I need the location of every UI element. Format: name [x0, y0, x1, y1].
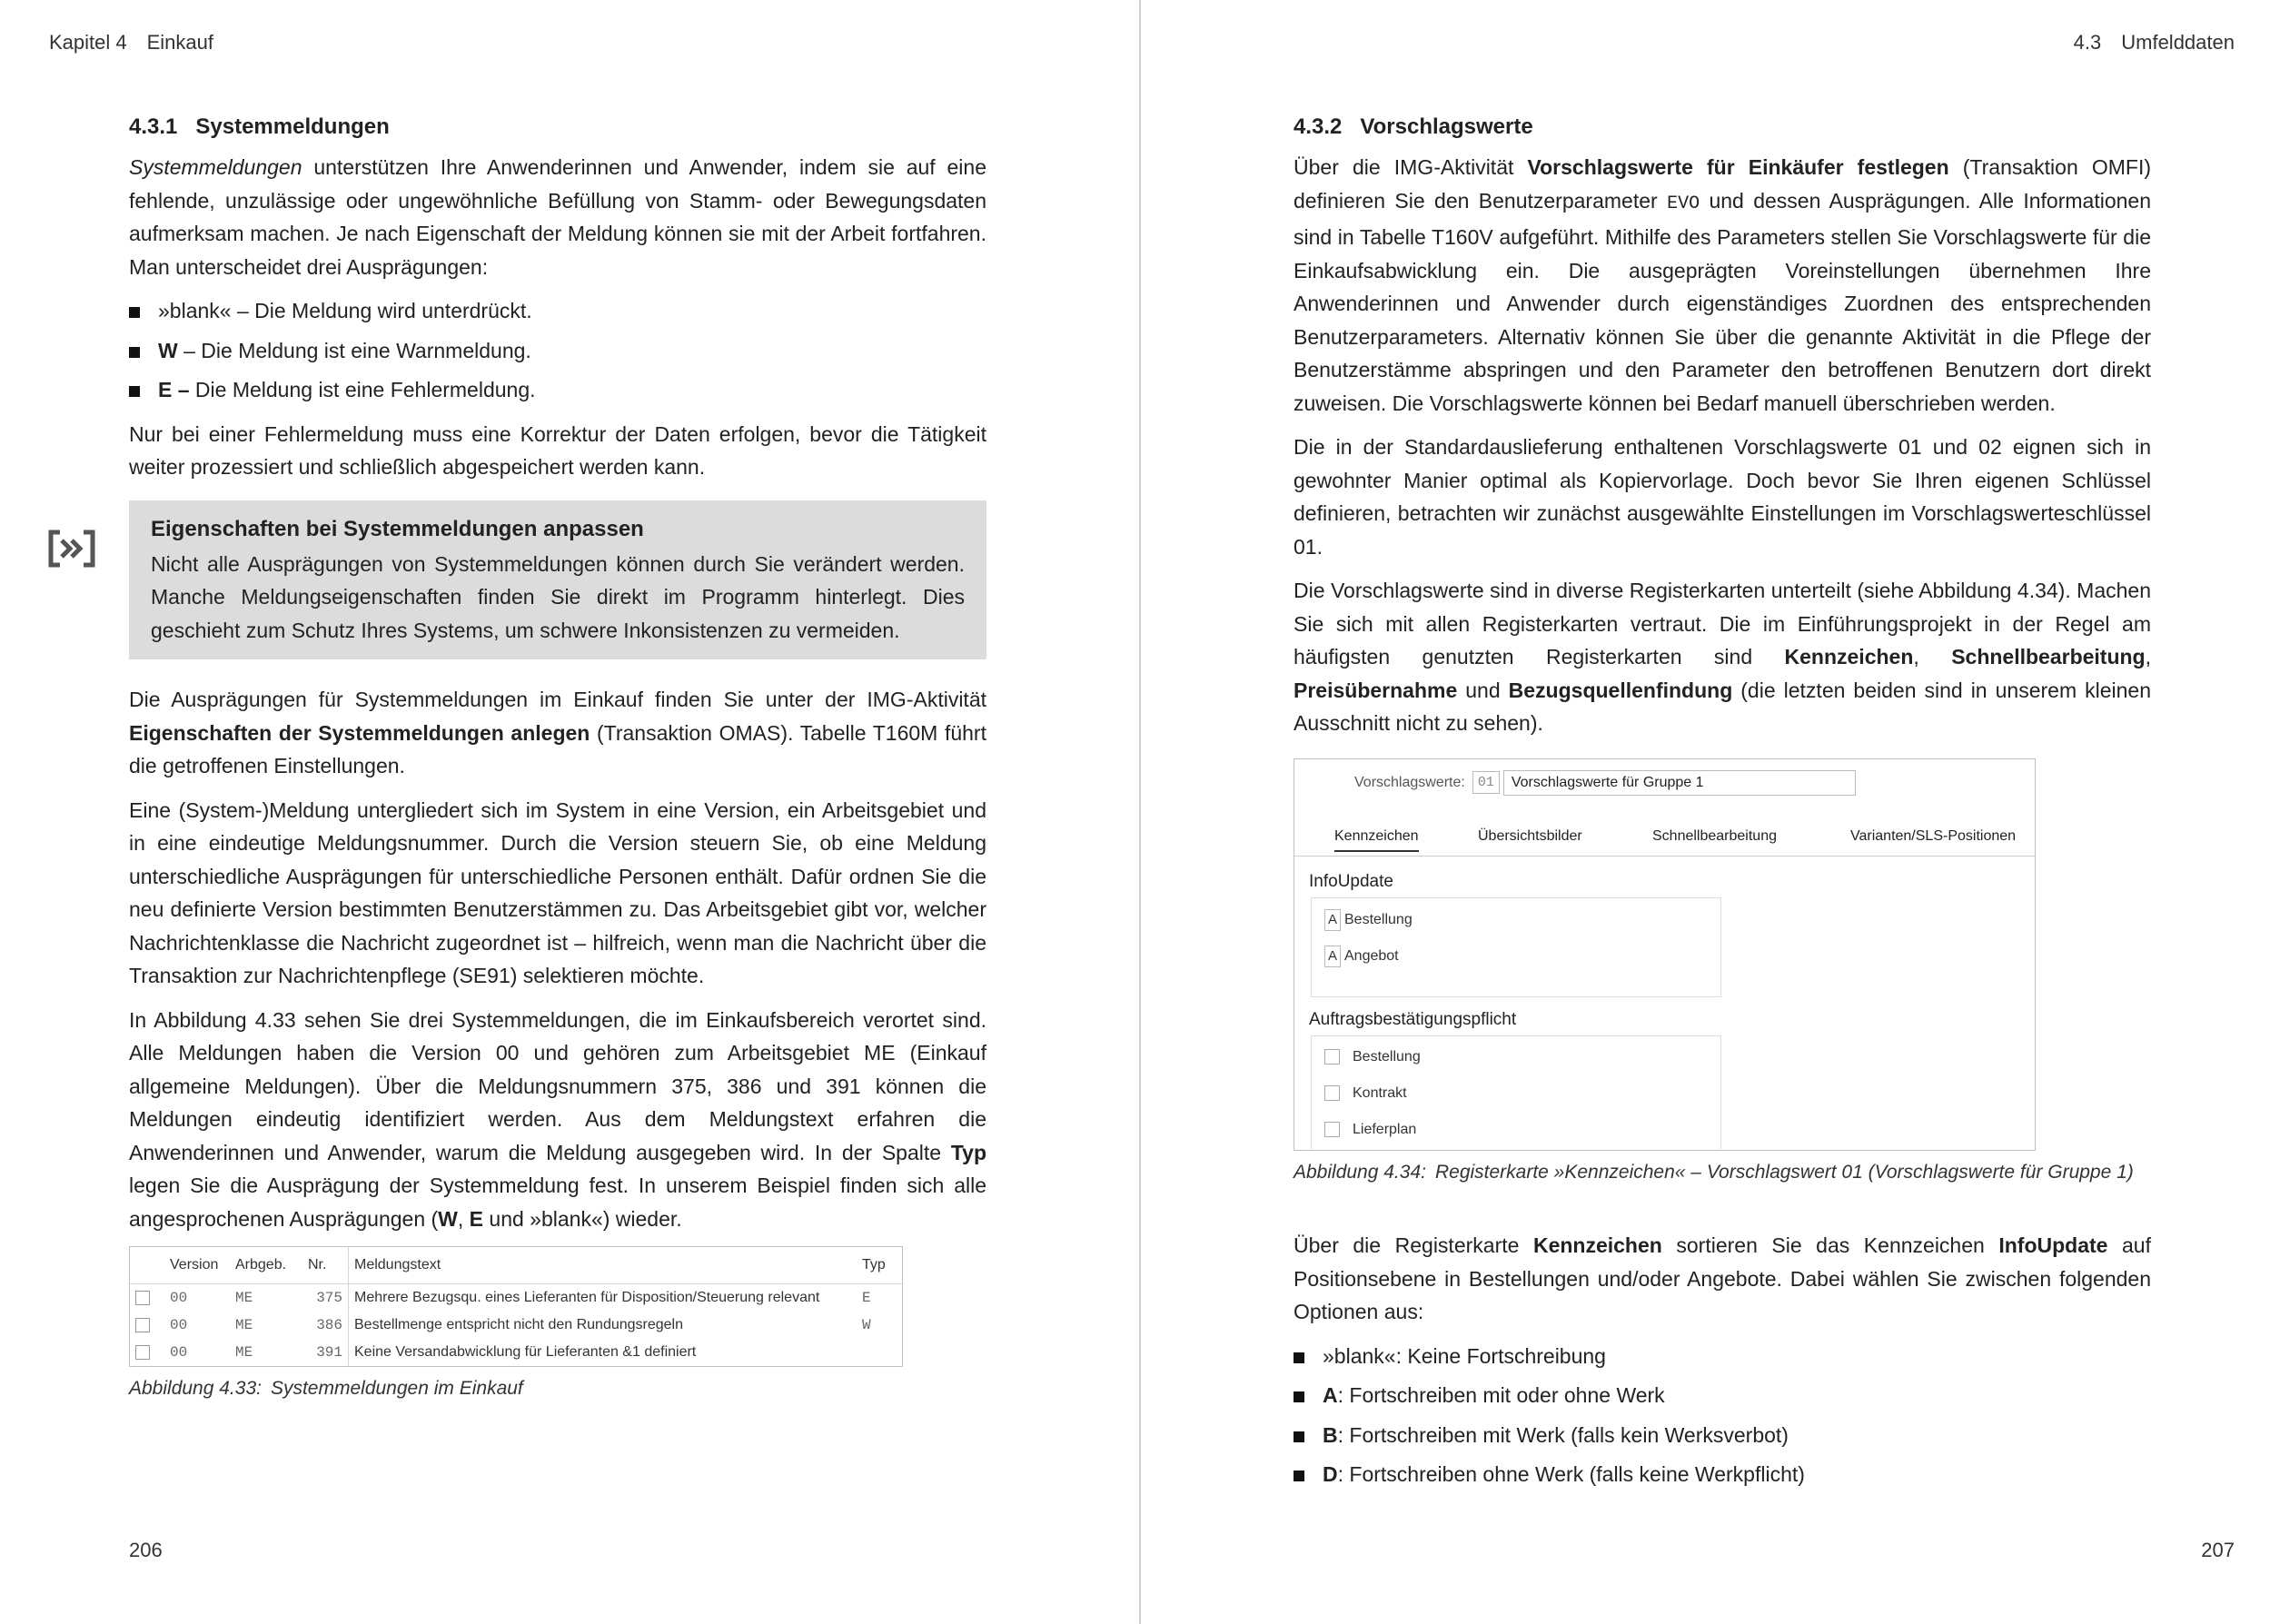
bullet-list	[129, 294, 986, 407]
confirmation-scheduling-row	[1324, 1122, 1416, 1138]
list-item	[129, 294, 986, 328]
chapter-number: Kapitel 4	[49, 31, 127, 54]
left-column	[129, 114, 986, 1406]
row-selector[interactable]	[130, 1312, 164, 1339]
menu-path: Vorschlagswerte für Einkäufer festlegen	[1527, 155, 1949, 179]
paragraph	[1294, 1229, 2151, 1329]
confirmation-contract-row	[1324, 1085, 1407, 1102]
number-cell: 391	[316, 1344, 342, 1361]
paragraph-text: (Transaktion OMAS). Tabelle T160M führt die getroffenen Einstellungen.	[129, 720, 986, 777]
table-header-row	[130, 1247, 902, 1284]
row-selector[interactable]	[130, 1339, 164, 1366]
checkbox[interactable]	[1324, 1122, 1340, 1137]
infoupdate-order-field[interactable]: A	[1324, 909, 1341, 931]
list-item	[1294, 1340, 2151, 1373]
checkbox[interactable]	[135, 1291, 150, 1305]
paragraph	[129, 683, 986, 783]
checkbox[interactable]	[135, 1345, 150, 1360]
table-row[interactable]	[130, 1339, 902, 1366]
section-heading	[129, 114, 986, 140]
default-values-description-field[interactable]: Vorschlagswerte für Gruppe 1	[1503, 770, 1856, 796]
default-values-label: Vorschlagswerte:	[1354, 774, 1465, 790]
paragraph-text: Über die Registerkarte	[1294, 1233, 1533, 1257]
type-cell[interactable]: W	[862, 1317, 871, 1333]
left-page	[0, 0, 1139, 1624]
paragraph: Eine (System-)Meldung untergliedert sich im System in eine Version, ein Arbeitsgebiet und in eine eindeutige Meldungsnummer. Durch die Version steuern Sie, ob eine Meldung unterschiedliche Ausprägungen für unterschiedliche Personen enthält. Dafür ordnen Sie die neu definierte Version bestimmten Benutzerstämmen zu. Das Arbeitsgebiet gibt vor, welcher Nachrichtenklasse die Nachricht zugeordnet ist – hilfreich, wenn man die Nachricht über die Transaktion zur Nachrichtenpflege (SE91) selektieren möchte.	[129, 797, 986, 987]
term: Kennzeichen	[1532, 1233, 1662, 1257]
list-item	[129, 334, 986, 368]
column-header: Version	[164, 1247, 230, 1284]
term: Kennzeichen	[1784, 645, 1914, 668]
bullet-list	[1294, 1340, 2151, 1491]
area-cell: ME	[235, 1290, 253, 1306]
paragraph-text: ,	[457, 1206, 470, 1231]
caption-text: Registerkarte »Kennzeichen« – Vorschlagswert 01 (Vorschlagswerte für Gruppe 1)	[1434, 1161, 2134, 1183]
paragraph-text: sortieren Sie das Kennzeichen	[1661, 1233, 1999, 1257]
paragraph-text: ,	[2145, 645, 2152, 668]
note-title: Eigenschaften bei Systemmeldungen anpassen	[151, 516, 644, 541]
list-item	[1294, 1379, 2151, 1412]
infoupdate-quotation-field[interactable]: A	[1324, 946, 1341, 967]
term: InfoUpdate	[1998, 1233, 2108, 1257]
term: Preisübernahme	[1294, 678, 1458, 702]
confirmation-order-row	[1324, 1049, 1421, 1065]
section-number: 4.3.2	[1294, 114, 1343, 139]
bullet-key: E –	[158, 378, 190, 401]
paragraph-text: Die Vorschlagswerte sind in diverse Registerkarten unterteilt (siehe Abbildung 4.34). Machen Sie sich mit allen Registerkarten vertraut. Die im Einführungsprojekt in der Regel am häufigsten genutzten Registerkarten sind	[1294, 579, 2151, 668]
paragraph-text: und	[1457, 678, 1509, 702]
bullet-key: W	[158, 338, 178, 362]
number-cell: 375	[316, 1290, 342, 1306]
right-page	[1141, 0, 2280, 1624]
bullet-key: B	[1323, 1422, 1338, 1447]
field-label: Angebot	[1344, 947, 1399, 964]
menu-path: Eigenschaften der Systemmeldungen anlegen	[129, 720, 590, 745]
column-header: Typ	[857, 1247, 902, 1284]
checkbox[interactable]	[1324, 1049, 1340, 1065]
paragraph: Die in der Standardauslieferung enthaltenen Vorschlagswerte 01 und 02 eignen sich in gewohnter Manier optimal als Kopiervorlage. Doch bevor Sie Ihren eigenen Schlüssel definieren, betrachten wir zunächst ausgewählte Einstellungen im Vorschlagswerteschlüssel 01.	[1294, 435, 2151, 559]
message-text-cell: Mehrere Bezugsqu. eines Lieferanten für Disposition/Steuerung relevant	[349, 1284, 857, 1312]
number-cell: 386	[316, 1317, 342, 1333]
row-selector[interactable]	[130, 1284, 164, 1312]
right-column	[1294, 114, 2151, 1502]
version-cell: 00	[170, 1290, 188, 1306]
column-header: Arbgeb.	[230, 1247, 302, 1284]
list-item	[1294, 1419, 2151, 1452]
type-cell[interactable]: E	[862, 1290, 871, 1306]
paragraph-text: und dessen Ausprägungen. Alle Informationen sind in Tabelle T160V aufgeführt. Mithilfe des Parameters stellen Sie Vorschlagswerte für die Einkaufsabwicklung ein. Die ausgeprägten Voreinstellungen übernehmen Ihre Anwenderinnen und Anwender durch eigenständiges Zuordnen des entsprechenden Benutzerparameters. Alternativ können Sie über die genannte Aktivität in die Pflege der Benutzerstämme abspringen und den Parameter den betroffenen Benutzern dort direkt zuweisen. Die Vorschlagswerte können bei Bedarf manuell überschrieben werden.	[1294, 188, 2152, 415]
bullet-text: »blank« – Die Meldung wird unterdrückt.	[158, 299, 532, 322]
group-box-confirmation	[1311, 1035, 1721, 1149]
list-item	[1294, 1458, 2151, 1491]
paragraph: Nur bei einer Fehlermeldung muss eine Korrektur der Daten erfolgen, bevor die Tätigkeit weiter prozessiert und schließlich abgespeichert werden kann.	[129, 421, 986, 479]
group-title-infoupdate: InfoUpdate	[1309, 871, 1393, 891]
list-item	[129, 373, 986, 407]
default-values-row	[1354, 770, 1856, 796]
select-column-header	[130, 1247, 164, 1284]
area-cell: ME	[235, 1317, 253, 1333]
section-title: Vorschlagswerte	[1360, 114, 1533, 139]
bullet-text: : Fortschreiben mit oder ohne Werk	[1337, 1383, 1665, 1407]
paragraph-text: unterstützen Ihre Anwenderinnen und Anwender, indem sie auf eine fehlende, unzulässige oder ungewöhnliche Befüllung von Stamm- oder Bewegungsdaten aufmerksam machen. Je nach Eigenschaft der Meldung können sie mit der Arbeit fortfahren. Man unterscheidet drei Ausprägungen:	[129, 155, 986, 279]
paragraph	[129, 151, 986, 283]
paragraph-text: (die letzten beiden sind in unserem kleinen Ausschnitt nicht zu sehen).	[1294, 678, 2151, 735]
bullet-text: : Fortschreiben ohne Werk (falls keine Werkpflicht)	[1337, 1462, 1805, 1486]
note-icon	[47, 529, 96, 569]
infoupdate-quotation-row	[1324, 946, 1399, 967]
bullet-text: »blank«: Keine Fortschreibung	[1323, 1343, 1606, 1368]
paragraph-text: ,	[1913, 645, 1952, 668]
paragraph-text: legen Sie die Ausprägung der Systemmeldung fest. In unserem Beispiel finden sich alle angesprochenen Ausprägungen (	[129, 1173, 986, 1231]
page-number: 207	[2201, 1539, 2235, 1561]
bullet-text: Die Meldung ist eine Fehlermeldung.	[189, 378, 536, 401]
paragraph-text: Über die IMG-Aktivität	[1294, 155, 1528, 179]
paragraph	[1294, 574, 2151, 740]
chapter-title: Einkauf	[146, 31, 214, 54]
paragraph-text: und »blank«) wieder.	[483, 1206, 682, 1231]
note-box	[129, 500, 986, 660]
bullet-text: – Die Meldung ist eine Warnmeldung.	[177, 338, 531, 362]
emphasis: Systemmeldungen	[129, 155, 302, 179]
caption-text: Systemmeldungen im Einkauf	[270, 1378, 523, 1399]
section-number: 4.3	[2073, 31, 2102, 54]
group-box-infoupdate	[1311, 897, 1721, 997]
paragraph	[129, 1004, 986, 1236]
area-cell: ME	[235, 1344, 253, 1361]
checkbox-label: Lieferplan	[1353, 1121, 1417, 1137]
tab-kennzeichen[interactable]: Kennzeichen	[1334, 828, 1419, 852]
group-title-confirmation: Auftragsbestätigungspflicht	[1309, 1009, 1517, 1029]
bullet-key: D	[1323, 1462, 1338, 1486]
note-text: Nicht alle Ausprägungen von Systemmeldungen können durch Sie verändert werden. Manche Meldungseigenschaften finden Sie direkt im Programm hinterlegt. Dies geschieht zum Schutz Ihres Systems, um schwere Inkonsistenzen zu vermeiden.	[151, 551, 965, 642]
page-number: 206	[129, 1539, 163, 1561]
figure-caption	[129, 1372, 986, 1406]
message-text-cell: Keine Versandabwicklung für Lieferanten &1 definiert	[349, 1339, 857, 1366]
table-row[interactable]	[130, 1284, 902, 1312]
checkbox[interactable]	[1324, 1085, 1340, 1101]
figure-caption	[1294, 1156, 2151, 1190]
paragraph-text: (Transaktion OMFI) definieren Sie den Benutzerparameter	[1294, 155, 2151, 213]
paragraph-text: auf Positionsebene in Bestellungen und/oder Angebote. Dabei wählen Sie zwischen folgenden Optionen aus:	[1294, 1233, 2151, 1323]
tab-varianten-sls-positionen[interactable]: Varianten/SLS-Positionen	[1850, 827, 2017, 844]
message-text-cell: Bestellmenge entspricht nicht den Rundungsregeln	[349, 1312, 857, 1339]
checkbox-label: Kontrakt	[1353, 1084, 1407, 1101]
version-cell: 00	[170, 1317, 188, 1333]
infoupdate-order-row	[1324, 909, 1413, 931]
running-header	[49, 31, 213, 54]
version-cell: 00	[170, 1344, 188, 1361]
parameter-code: EVO	[1667, 193, 1700, 214]
section-title: Umfelddaten	[2121, 31, 2235, 54]
checkbox-label: Bestellung	[1353, 1048, 1421, 1065]
type-cell[interactable]	[857, 1339, 902, 1366]
paragraph-text: In Abbildung 4.33 sehen Sie drei Systemmeldungen, die im Einkaufsbereich verortet sind. Alle Meldungen haben die Version 00 und gehören zum Arbeitsgebiet ME (Einkauf allgemeine Meldungen). Über die Meldungsnummern 375, 386 und 391 können die Meldungen eindeutig identifiziert werden. Aus dem Meldungstext erfahren die Anwenderinnen und Anwender, warum die Meldung ausgegeben wird. In der Spalte	[129, 1007, 986, 1164]
section-number: 4.3.1	[129, 114, 178, 139]
tab-uebersichtsbilder[interactable]: Übersichtsbilder	[1478, 827, 1582, 844]
default-values-code-field[interactable]: 01	[1472, 771, 1500, 794]
default-values-figure	[1294, 758, 2036, 1151]
bullet-text: : Fortschreiben mit Werk (falls kein Werksverbot)	[1337, 1422, 1789, 1447]
tab-strip	[1294, 821, 2035, 857]
term: Schnellbearbeitung	[1951, 645, 2146, 668]
paragraph-text: Die Ausprägungen für Systemmeldungen im Einkauf finden Sie unter der IMG-Aktivität	[129, 688, 986, 711]
tab-schnellbearbeitung[interactable]: Schnellbearbeitung	[1652, 827, 1777, 844]
caption-label: Abbildung 4.33:	[129, 1378, 262, 1399]
term: Bezugsquellenfindung	[1508, 678, 1733, 702]
system-messages-table	[130, 1247, 902, 1366]
table-row[interactable]	[130, 1312, 902, 1339]
column-header: Nr.	[302, 1247, 349, 1284]
field-label: Bestellung	[1344, 911, 1413, 927]
caption-label: Abbildung 4.34:	[1294, 1161, 1426, 1183]
running-header	[2074, 31, 2235, 54]
term: E	[469, 1206, 484, 1231]
section-heading	[1294, 114, 2151, 140]
checkbox[interactable]	[135, 1318, 150, 1332]
term: Typ	[950, 1140, 986, 1164]
bullet-key: A	[1323, 1383, 1338, 1407]
term: W	[438, 1206, 458, 1231]
paragraph	[1294, 151, 2151, 420]
system-messages-table-figure	[129, 1246, 903, 1367]
section-title: Systemmeldungen	[195, 114, 390, 139]
column-header: Meldungstext	[349, 1247, 857, 1284]
